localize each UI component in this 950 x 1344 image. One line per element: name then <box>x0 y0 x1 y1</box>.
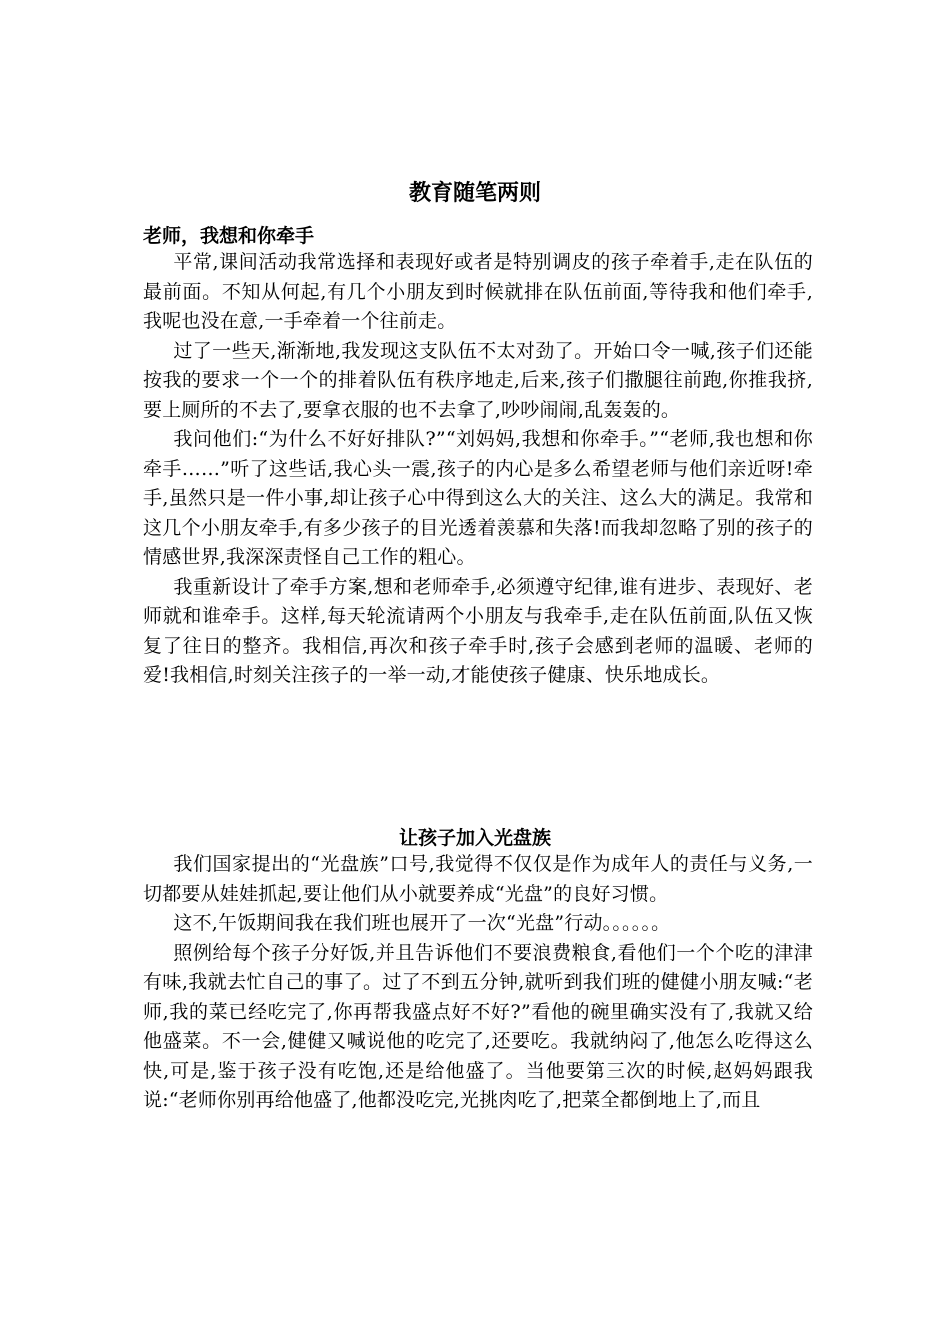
section1-body <box>143 248 813 691</box>
document-title: 教育随笔两则 <box>408 181 541 206</box>
section2-paragraph: 我们国家提出的“光盘族”口号,我觉得不仅仅是作为成年人的责任与义务,一切都要从娃娃抓起,要让他们从小就要养成“光盘”的良好习惯。 <box>143 853 813 905</box>
section2-paragraph: 这不,午饭期间我在我们班也展开了一次“光盘”行动。。。。。。 <box>173 912 671 934</box>
section2-body <box>143 850 813 1116</box>
section1-paragraph: 过了一些天,渐渐地,我发现这支队伍不太对劲了。开始口令一喊,孩子们还能按我的要求一个一个的排着队伍有秩序地走,后来,孩子们撒腿往前跑,你推我挤,要上厕所的不去了,要拿衣服的也不去拿了,吵吵闹闹,乱轰轰的。 <box>143 339 813 421</box>
section1-paragraph: 我问他们:“为什么不好好排队?”“刘妈妈,我想和你牵手。”“老师,我也想和你牵手……”听了这些话,我心头一震,孩子的内心是多么希望老师与他们亲近呀!牵手,虽然只是一件小事,却让孩子心中得到这么大的关注、这么大的满足。我常和这几个小朋友牵手,有多少孩子的目光透着羡慕和失落!而我却忽略了别的孩子的情感世界,我深深责怪自己工作的粗心。 <box>143 428 813 568</box>
section2-heading: 让孩子加入光盘族 <box>398 827 551 849</box>
section1-paragraph: 我重新设计了牵手方案,想和老师牵手,必须遵守纪律,谁有进步、表现好、老师就和谁牵手。这样,每天轮流请两个小朋友与我牵手,走在队伍前面,队伍又恢复了往日的整齐。我相信,再次和孩子牵手时,孩子会感到老师的温暖、老师的爱!我相信,时刻关注孩子的一举一动,才能使孩子健康、快乐地成长。 <box>143 575 813 686</box>
section2-paragraph: 照例给每个孩子分好饭,并且告诉他们不要浪费粮食,看他们一个个吃的津津有味,我就去忙自己的事了。过了不到五分钟,就听到我们班的健健小朋友喊:“老师,我的菜已经吃完了,你再帮我盛点好不好?”看他的碗里确实没有了,我就又给他盛菜。不一会,健健又喊说他的吃完了,还要吃。我就纳闷了,他怎么吃得这么快,可是,鉴于孩子没有吃饱,还是给他盛了。当他要第三次的时候,赵妈妈跟我说:“老师你别再给他盛了,他都没吃完,光挑肉吃了,把菜全都倒地上了,而且 <box>143 941 813 1111</box>
section1-heading: 老师，我想和你牵手 <box>143 225 315 247</box>
section1-paragraph: 平常,课间活动我常选择和表现好或者是特别调皮的孩子牵着手,走在队伍的最前面。不知从何起,有几个小朋友到时候就排在队伍前面,等待我和他们牵手,我呢也没在意,一手牵着一个往前走。 <box>143 251 813 332</box>
